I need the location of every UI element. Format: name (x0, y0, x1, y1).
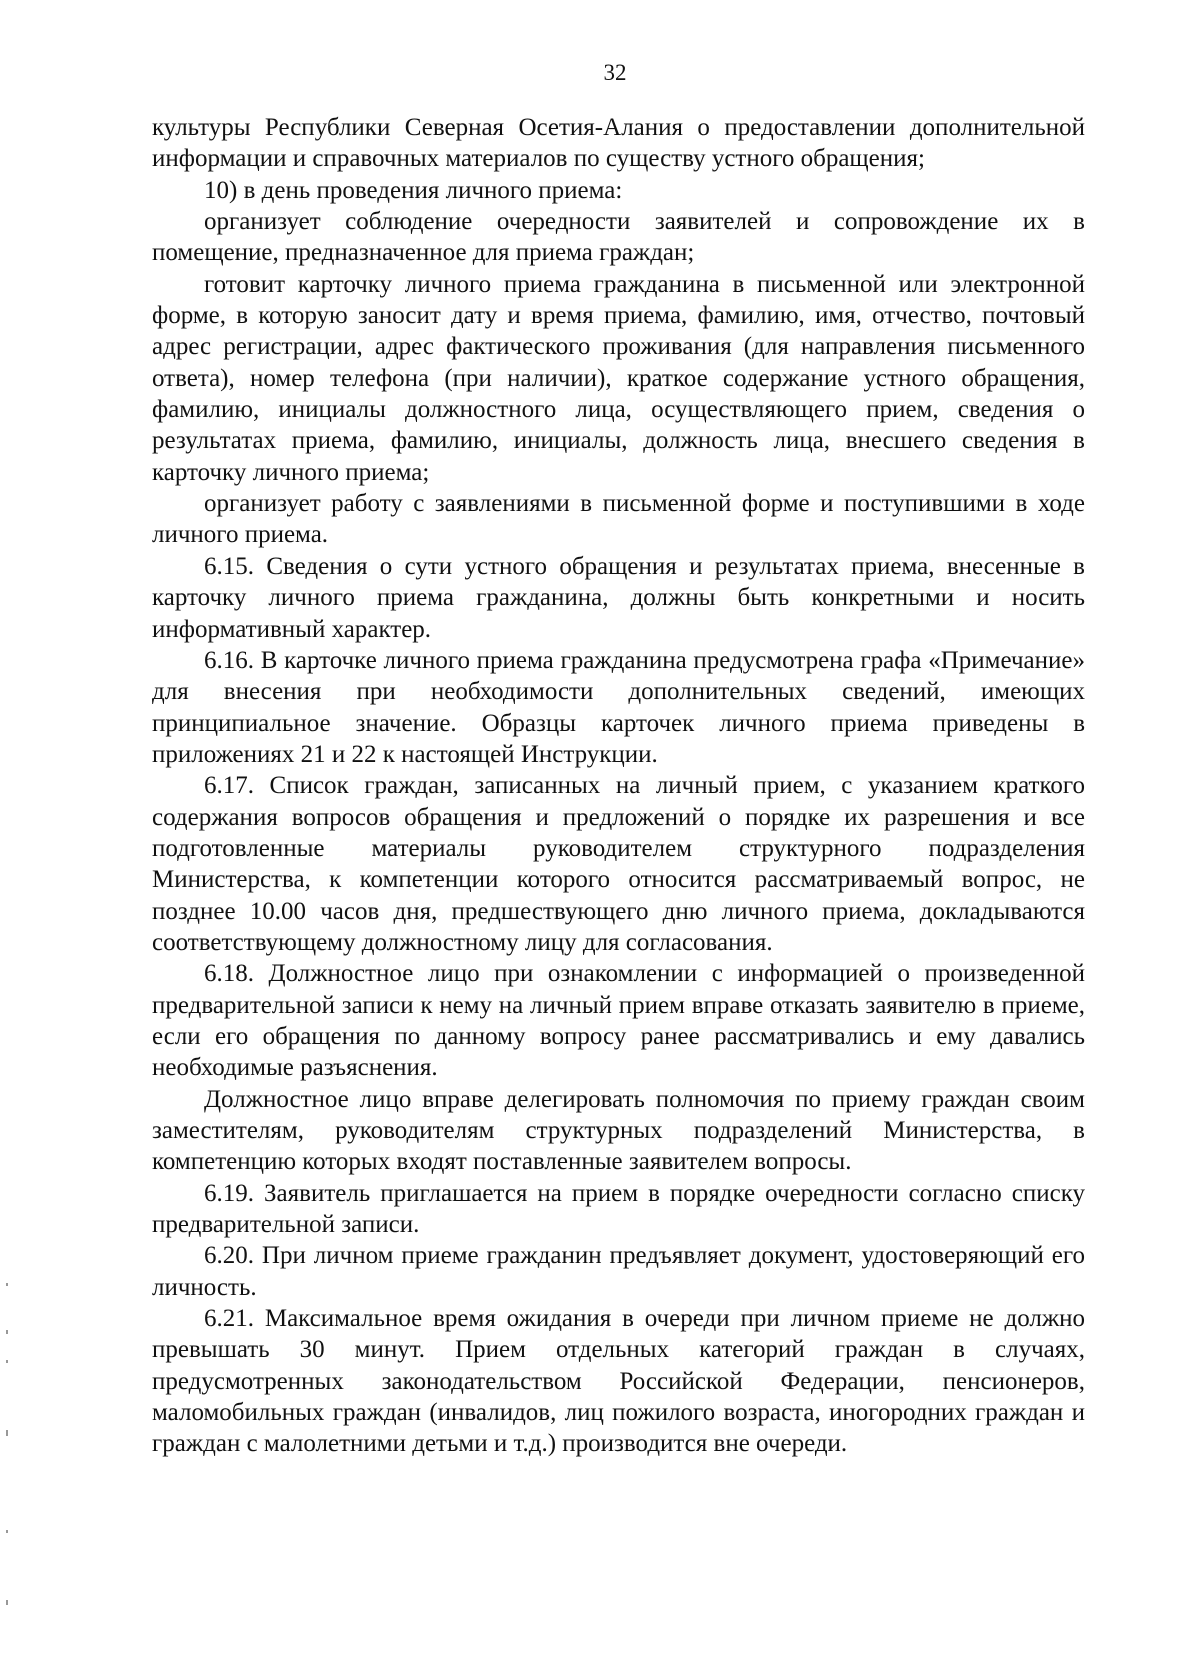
page-number: 32 (603, 60, 627, 85)
scan-artifact (6, 1330, 8, 1334)
document-body (152, 112, 1085, 1460)
paragraph: 6.20. При личном приеме гражданин предъявляет документ, удостоверяющий его личность. (152, 1242, 1085, 1301)
scan-artifact (6, 1430, 8, 1436)
paragraph: организует соблюдение очередности заявителей и сопровождение их в помещение, предназначенное для приема граждан; (152, 208, 1085, 267)
paragraph: 10) в день проведения личного приема: (204, 176, 623, 204)
paragraph: 6.19. Заявитель приглашается на прием в порядке очередности согласно списку предварительной записи. (152, 1179, 1085, 1239)
scan-artifact (6, 1530, 8, 1533)
scan-artifact (6, 1600, 8, 1605)
paragraph: 6.18. Должностное лицо при ознакомлении с информацией о произведенной предварительной записи к нему на личный прием вправе отказать заявителю в приеме, если его обращения по данному вопросу ранее рассматривались и ему давались необходимые разъяснения. (152, 960, 1085, 1082)
paragraph: готовит карточку личного приема гражданина в письменной или электронной форме, в которую заносит дату и время приема, фамилию, имя, отчество, почтовый адрес регистрации, адрес фактического проживания (для направления письменного ответа), номер телефона (при наличии), краткое содержание устного обращения, фамилию, инициалы должностного лица, осуществляющего прием, сведения о результатах приема, фамилию, инициалы, должность лица, внесшего сведения в карточку личного приема; (152, 270, 1085, 486)
scan-artifact (6, 1360, 8, 1363)
paragraph: культуры Республики Северная Осетия-Алания о предоставлении дополнительной информации и справочных материалов по существу устного обращения; (152, 114, 1085, 173)
scan-artifact (6, 1283, 8, 1286)
paragraph: 6.21. Максимальное время ожидания в очереди при личном приеме не должно превышать 30 минут. Прием отдельных категорий граждан в случаях, предусмотренных законодательством Российской Федерации, пенсионеров, маломобильных граждан (инвалидов, лиц пожилого возраста, иногородних граждан и граждан с малолетними детьми и т.д.) производится вне очереди. (152, 1305, 1085, 1458)
paragraph: Должностное лицо вправе делегировать полномочия по приему граждан своим заместителям, руководителям структурных подразделений Министерства, в компетенцию которых входят поставленные заявителем вопросы. (152, 1085, 1085, 1176)
paragraph: организует работу с заявлениями в письменной форме и поступившими в ходе личного приема. (152, 490, 1085, 549)
paragraph: 6.16. В карточке личного приема гражданина предусмотрена графа «Примечание» для внесения при необходимости дополнительных сведений, имеющих принципиальное значение. Образцы карточек личного приема приведены в приложениях 21 и 22 к настоящей Инструкции. (152, 646, 1085, 768)
paragraph: 6.17. Список граждан, записанных на личный прием, с указанием краткого содержания вопросов обращения и предложений о порядке их разрешения и все подготовленные материалы руководителем структурного подразделения Министерства, к компетенции которого относится рассматриваемый вопрос, не позднее 10.00 часов дня, предшествующего дню личного приема, докладываются соответствующему должностному лицу для согласования. (152, 772, 1085, 956)
paragraph: 6.15. Сведения о сути устного обращения и результатах приема, внесенные в карточку личного приема гражданина, должны быть конкретными и носить информативный характер. (152, 552, 1085, 643)
